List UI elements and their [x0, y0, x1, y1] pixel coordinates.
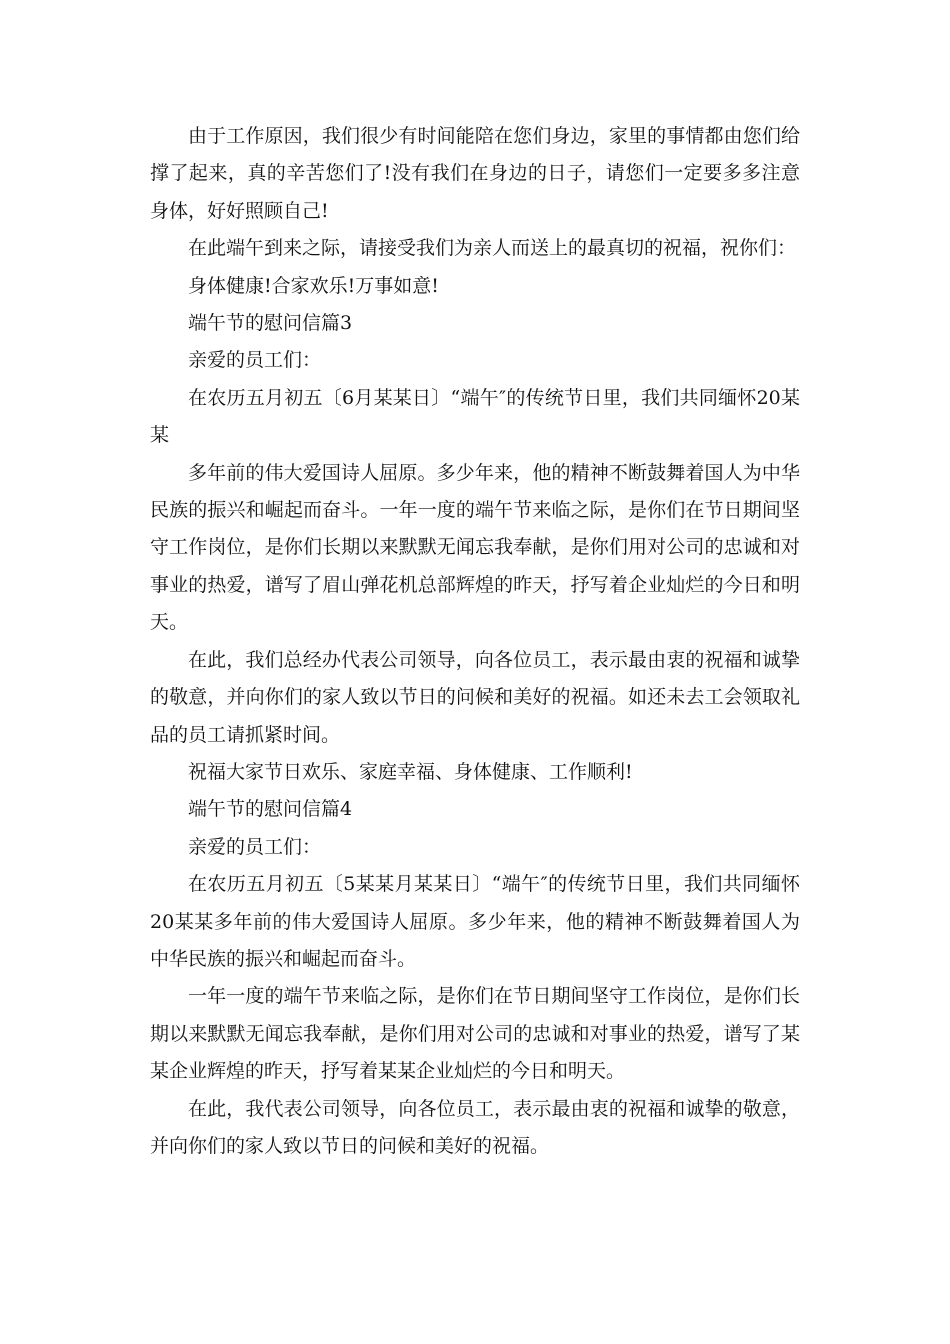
paragraph-quyuan-3: 多年前的伟大爱国诗人屈原。多少年来，他的精神不断鼓舞着国人为中华民族的振兴和崛起而奋斗。一年一度的端午节来临之际，是你们在节日期间坚守工作岗位，是你们长期以来默默无闻忘我奉献，是你们用对公司的忠诚和对事业的热爱，谱写了眉山弹花机总部辉煌的昨天，抒写着企业灿烂的今日和明天。 — [150, 461, 800, 634]
salutation-3: 亲爱的员工们： — [188, 349, 322, 372]
paragraph-regards-4: 在此，我代表公司领导，向各位员工，表示最由衷的祝福和诚挚的敬意，并向你们的家人致以节日的问候和美好的祝福。 — [150, 1097, 800, 1157]
paragraph-wishes-3: 祝福大家节日欢乐、家庭幸福、身体健康、工作顺利! — [188, 760, 633, 783]
section-heading-3: 端午节的慰问信篇3 — [188, 312, 353, 335]
salutation-4: 亲爱的员工们： — [188, 835, 322, 858]
paragraph-festival-3: 在农历五月初五〔6月某某日〕“端午″的传统节日里，我们共同缅怀20某某 — [150, 386, 800, 447]
paragraph-dedication-4: 一年一度的端午节来临之际，是你们在节日期间坚守工作岗位，是你们长期以来默默无闻忘我奉献，是你们用对公司的忠诚和对事业的热爱，谱写了某某企业辉煌的昨天，抒写着某某企业灿烂的今日和明天。 — [150, 985, 800, 1083]
paragraph-family-care: 由于工作原因，我们很少有时间能陪在您们身边，家里的事情都由您们给撑了起来，真的辛苦您们了!没有我们在身边的日子，请您们一定要多多注意身体，好好照顾自己! — [150, 125, 800, 222]
section-heading-4: 端午节的慰问信篇4 — [188, 798, 353, 821]
paragraph-blessing-intro: 在此端午到来之际，请接受我们为亲人而送上的最真切的祝福，祝你们： — [188, 237, 797, 260]
document-body — [150, 118, 800, 1165]
paragraph-blessing: 身体健康!合家欢乐!万事如意! — [188, 274, 439, 297]
paragraph-regards-3: 在此，我们总经办代表公司领导，向各位员工，表示最由衷的祝福和诚挚的敬意，并向你们的家人致以节日的问候和美好的祝福。如还未去工会领取礼品的员工请抓紧时间。 — [150, 648, 800, 746]
paragraph-festival-4: 在农历五月初五〔5某某月某某日〕“端午″的传统节日里，我们共同缅怀20某某多年前的伟大爱国诗人屈原。多少年来，他的精神不断鼓舞着国人为中华民族的振兴和崛起而奋斗。 — [150, 873, 800, 970]
